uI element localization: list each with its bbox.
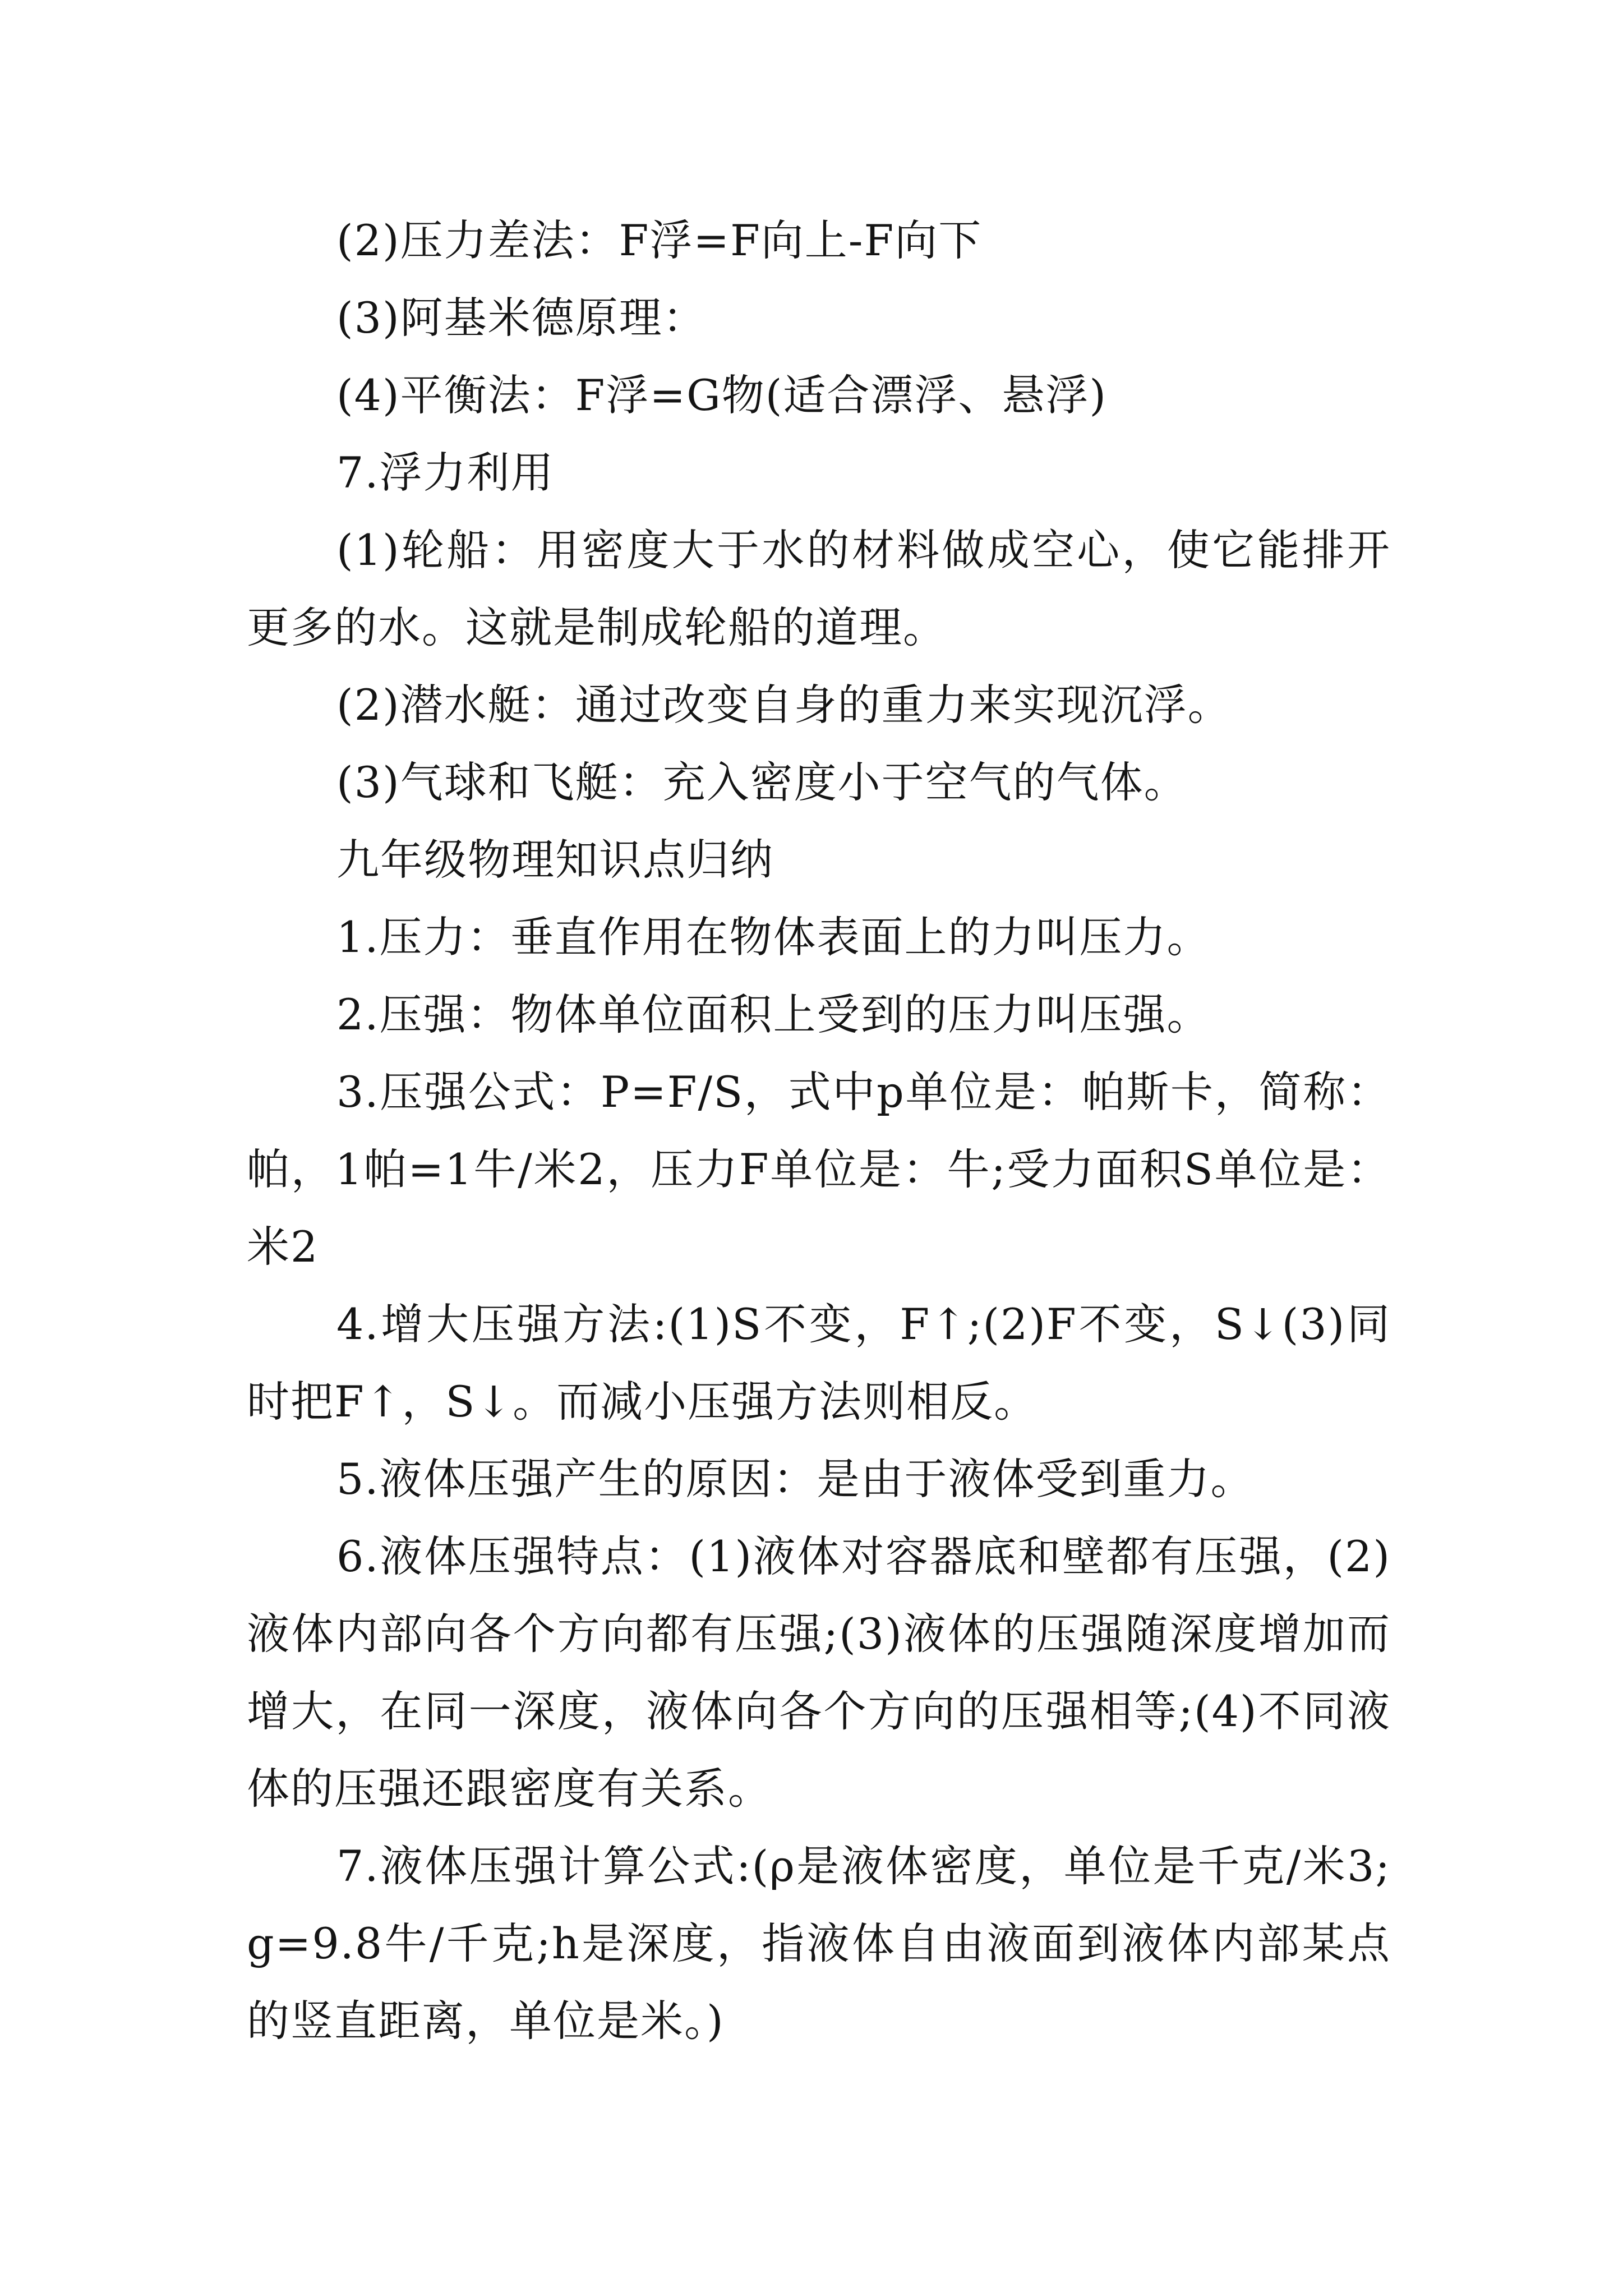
- paragraph-increase-pressure-methods: 4.增大压强方法:(1)S不变，F↑;(2)F不变，S↓(3)同时把F↑，S↓。而减小压强方法则相反。: [247, 1299, 1391, 1427]
- paragraph-balloon-airship: (3)气球和飞艇：充入密度小于空气的气体。: [336, 757, 1188, 807]
- paragraph-liquid-pressure-features: 6.液体压强特点：(1)液体对容器底和壁都有压强，(2)液体内部向各个方向都有压强;(3)液体的压强随深度增加而增大，在同一深度，液体向各个方向的压强相等;(4)不同液体的压强还跟密度有关系。: [247, 1531, 1391, 1814]
- paragraph-liquid-pressure-formula: 7.液体压强计算公式:(ρ是液体密度，单位是千克/米3;g=9.8牛/千克;h是深度，指液体自由液面到液体内部某点的竖直距离，单位是米。): [247, 1841, 1391, 2046]
- paragraph-balance-method: (4)平衡法：F浮=G物(适合漂浮、悬浮): [336, 370, 1108, 420]
- paragraph-archimedes-principle: (3)阿基米德原理：: [336, 293, 707, 343]
- paragraph-pressure-definition: 1.压力：垂直作用在物体表面上的力叫压力。: [336, 912, 1211, 962]
- document-body: [247, 202, 1391, 2060]
- paragraph-pressure-formula: 3.压强公式：P=F/S，式中p单位是：帕斯卡，简称：帕，1帕=1牛/米2，压力F单位是：牛;受力面积S单位是：米2: [247, 1067, 1391, 1272]
- paragraph-buoyancy-uses-heading: 7.浮力利用: [336, 448, 555, 498]
- paragraph-submarine: (2)潜水艇：通过改变自身的重力来实现沉浮。: [336, 680, 1232, 730]
- paragraph-pressure-difference-method: (2)压力差法：F浮=F向上-F向下: [336, 215, 983, 265]
- paragraph-pressure-intensity-definition: 2.压强：物体单位面积上受到的压力叫压强。: [336, 990, 1211, 1039]
- section-heading: 九年级物理知识点归纳: [336, 835, 774, 885]
- paragraph-liquid-pressure-cause: 5.液体压强产生的原因：是由于液体受到重力。: [336, 1454, 1255, 1504]
- paragraph-ship: (1)轮船：用密度大于水的材料做成空心，使它能排开更多的水。这就是制成轮船的道理。: [247, 525, 1391, 652]
